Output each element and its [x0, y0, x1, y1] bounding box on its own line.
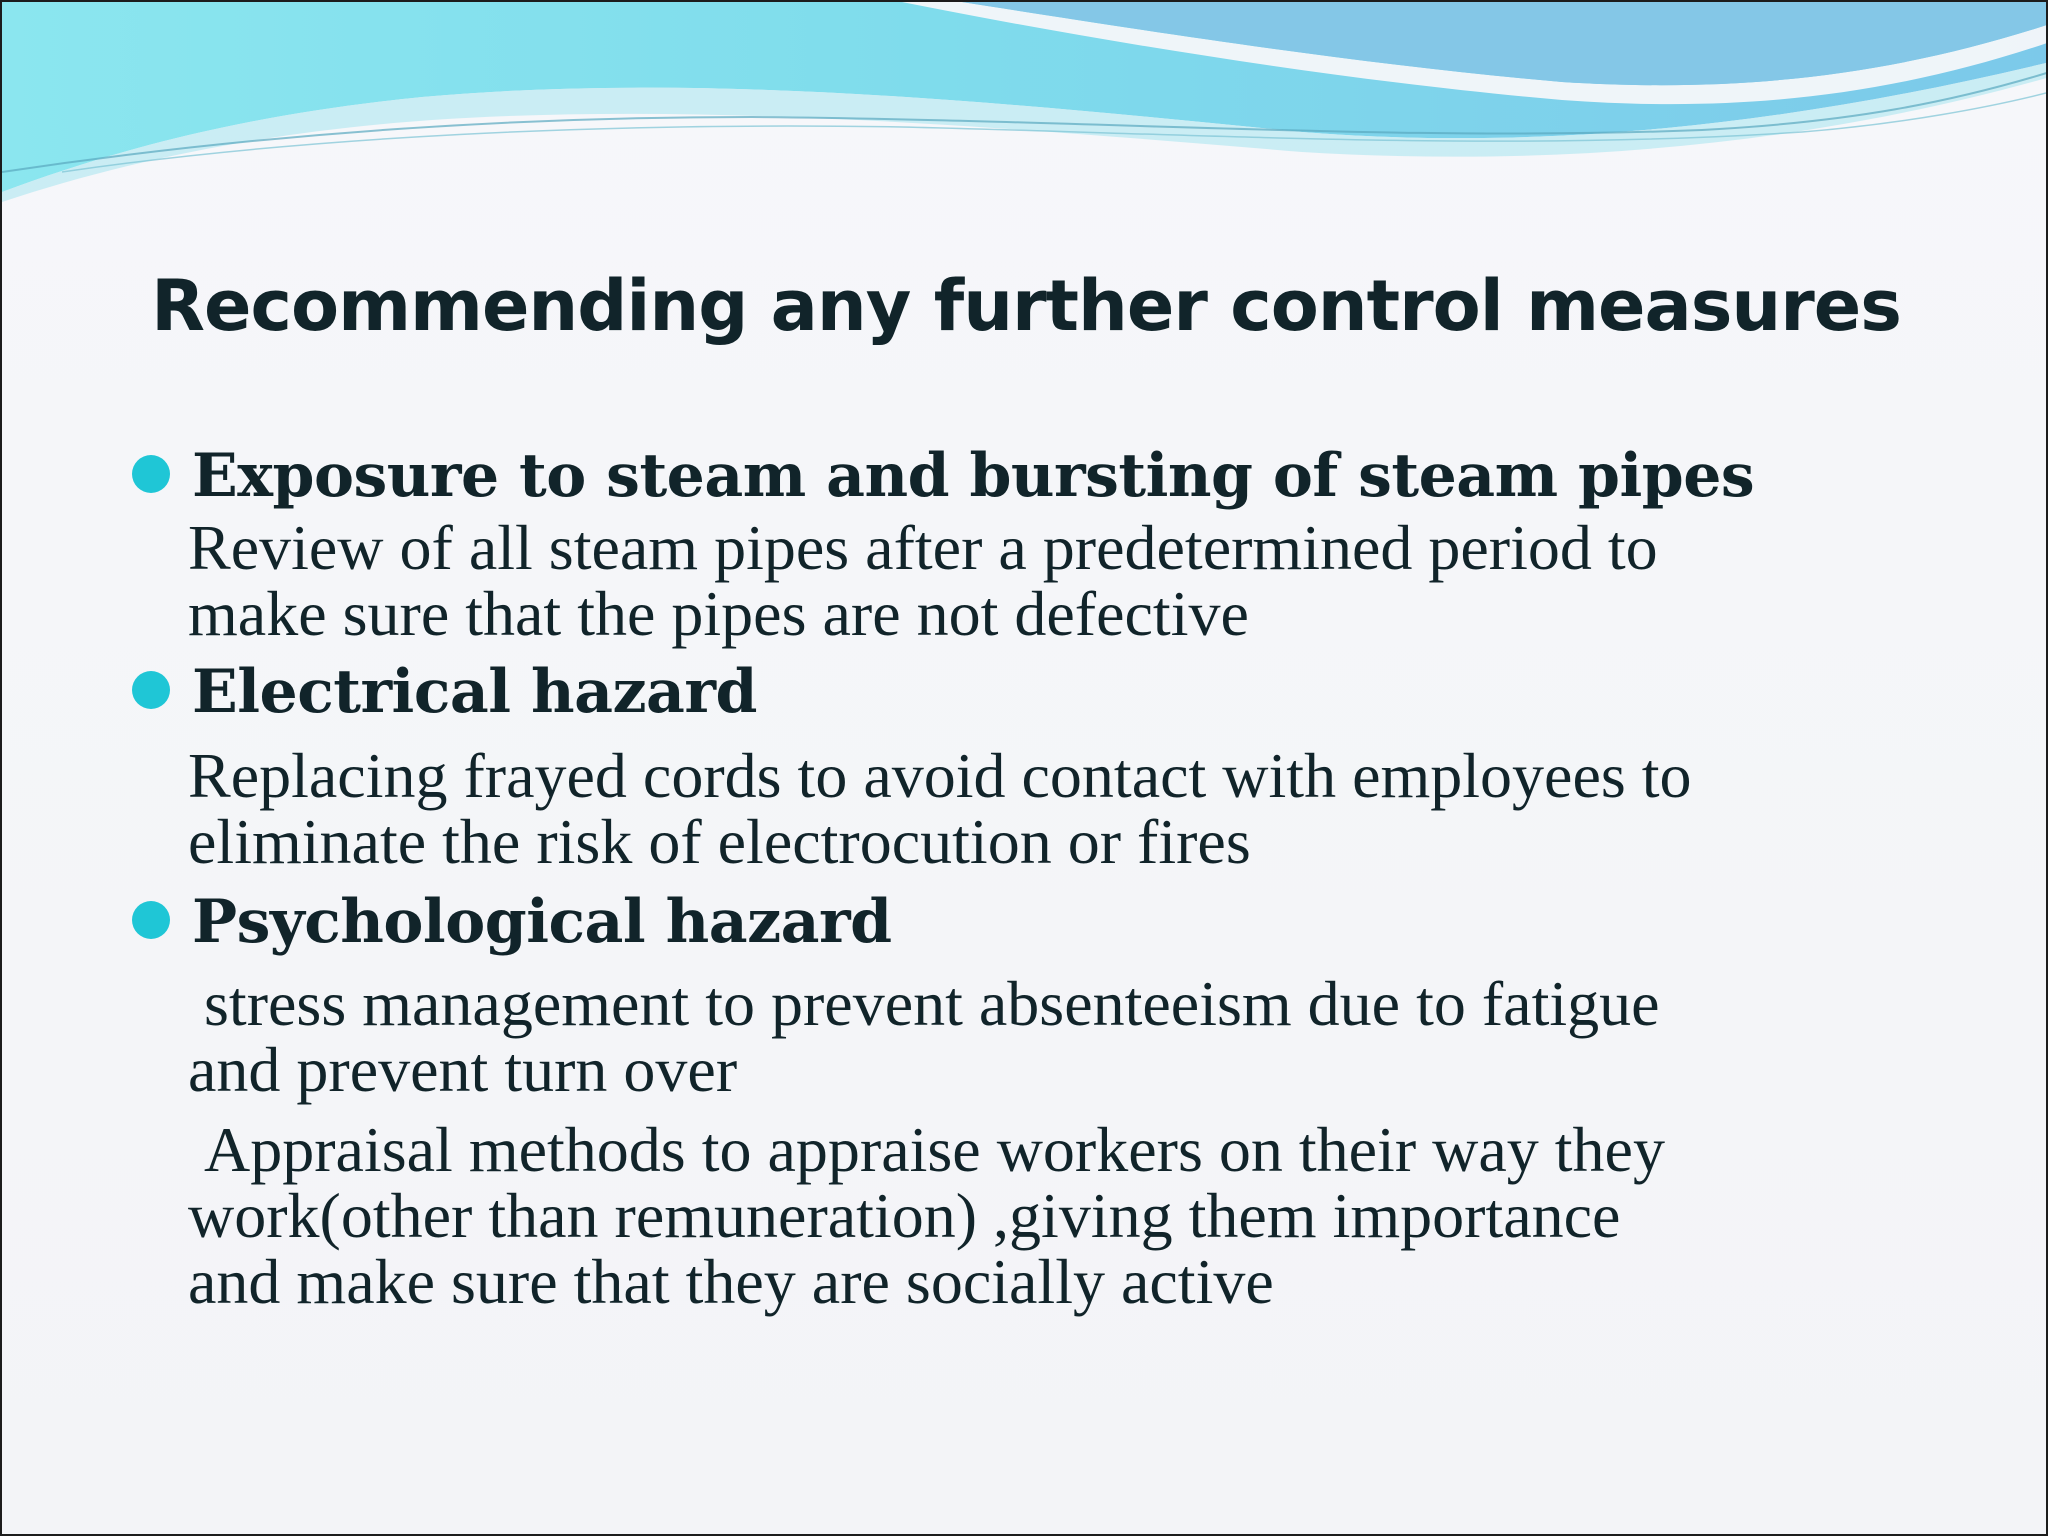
item-paragraph: Review of all steam pipes after a predetermined period to make sure that the pipes are not defective [188, 512, 1658, 649]
list-item [132, 653, 1932, 875]
item-heading: Psychological hazard [192, 887, 892, 957]
item-paragraph: Replacing frayed cords to avoid contact with employees to eliminate the risk of electrocution or fires [188, 740, 1692, 877]
item-paragraph: stress management to prevent absenteeism due to fatigue and prevent turn over [188, 968, 1660, 1105]
list-item [132, 883, 1932, 1315]
item-heading: Exposure to steam and bursting of steam pipes [192, 441, 1755, 511]
item-paragraph: Appraisal methods to appraise workers on their way they work(other than remuneration) ,giving them importance and make sure that they are socially active [188, 1114, 1665, 1317]
bullet-dot-icon [132, 455, 170, 493]
list-item [132, 437, 1932, 647]
bullet-dot-icon [132, 901, 170, 939]
decorative-wave-banner [2, 2, 2048, 242]
bullet-dot-icon [132, 671, 170, 709]
bullet-list [132, 437, 1932, 1315]
item-heading: Electrical hazard [192, 657, 757, 727]
slide-title: Recommending any further control measures [151, 265, 1901, 347]
